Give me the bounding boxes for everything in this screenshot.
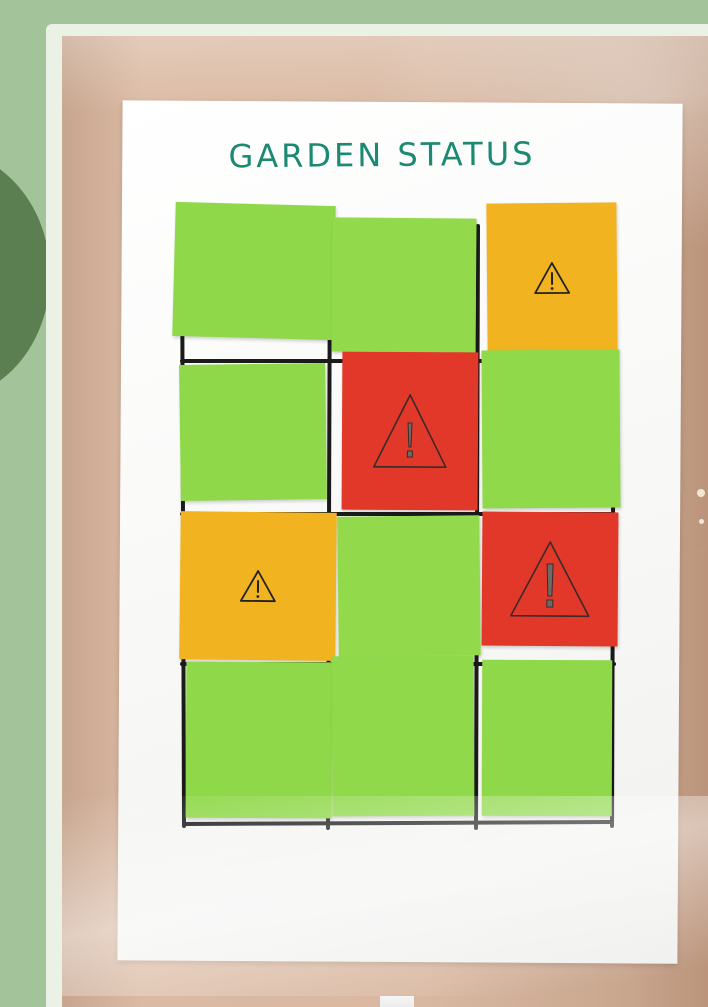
note-orange-warning (179, 511, 337, 661)
warning-triangle-icon (507, 538, 594, 621)
warning-triangle-icon (370, 391, 450, 471)
note-green (332, 656, 475, 817)
note-green (482, 660, 613, 816)
note-green (331, 217, 476, 352)
note-green (186, 662, 333, 819)
decorative-leaf-shape (0, 150, 50, 400)
note-green (172, 202, 335, 340)
note-red-warning (482, 512, 619, 647)
note-green (337, 515, 480, 656)
dot (698, 518, 705, 525)
note-green (179, 363, 327, 501)
dot (696, 488, 706, 498)
note-green (481, 350, 620, 509)
warning-triangle-icon (532, 260, 572, 296)
page-title: GARDEN STATUS (228, 134, 536, 176)
bottom-clip (380, 996, 414, 1007)
warning-triangle-icon (238, 568, 278, 604)
note-orange-warning (486, 202, 617, 353)
note-red-warning (342, 352, 479, 511)
photo (62, 36, 708, 1007)
dot (699, 548, 705, 554)
